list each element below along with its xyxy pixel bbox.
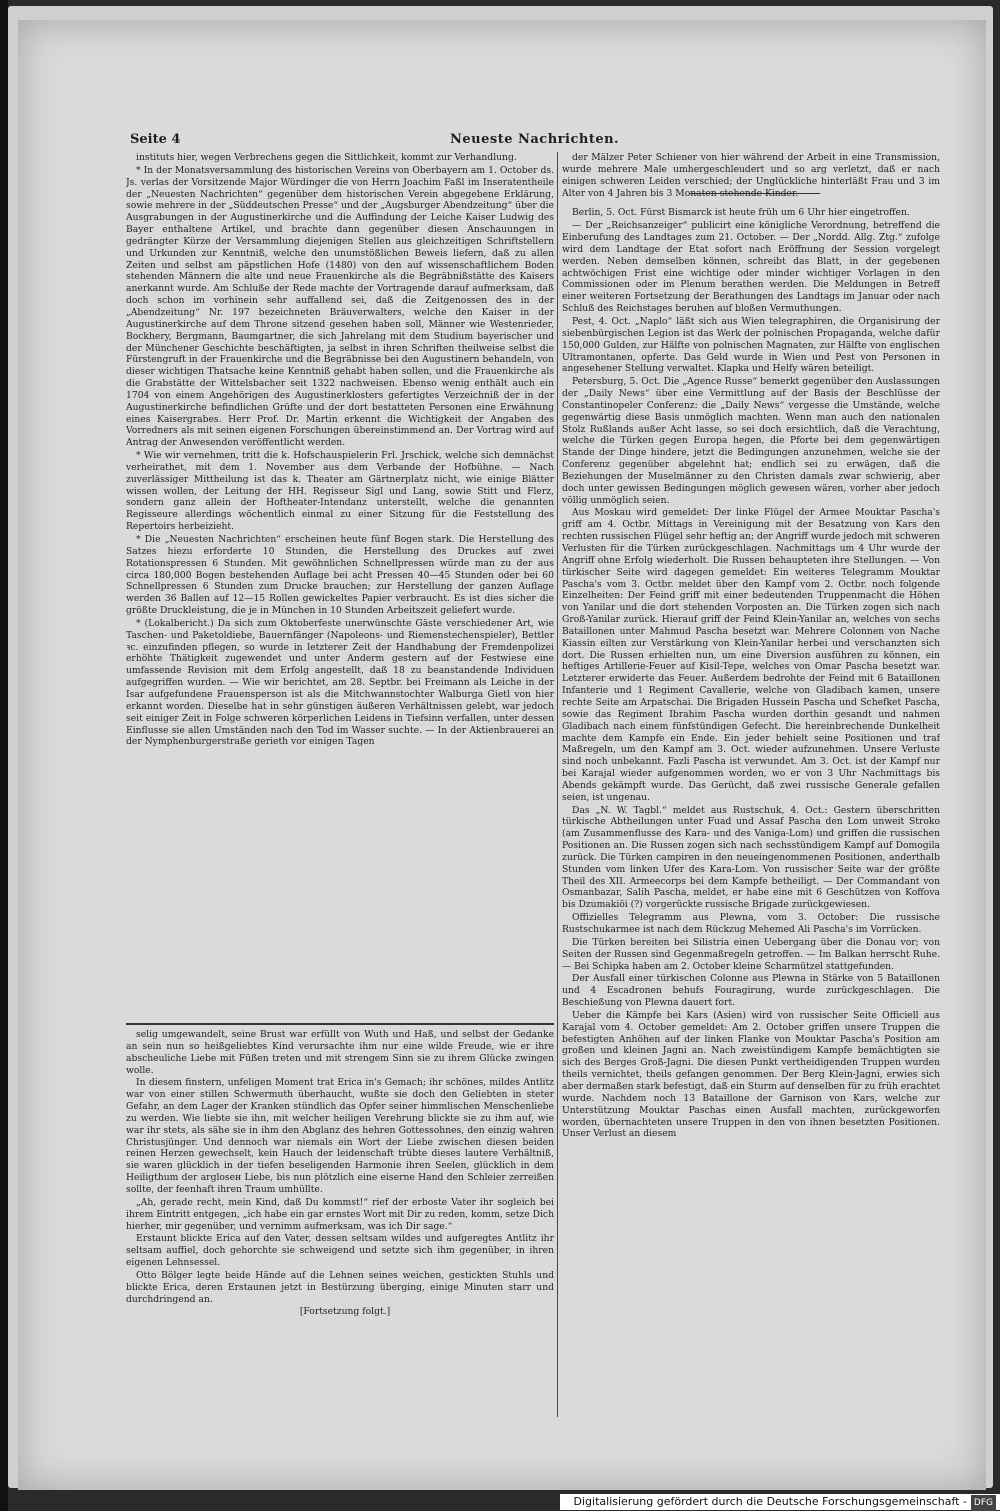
article-paragraph: Aus Moskau wird gemeldet: Der linke Flügel der Armee Mouktar Pascha's griff am 4. Octbr. Mittags in Vereinigung mit der Besatzung von Kars den rechten russischen Flügel sehr heftig an; der Angriff wurde jedoch mit schweren Verlusten für die Türken zurückgeschlagen. Nachmittags um 4 Uhr wurde der Angriff ohne Erfolg wiederholt. Die Russen behaupteten ihre Stellungen. — Von türkischer Seite wird dagegen gemeldet: Ein weiteres Telegramm Mouktar Pascha's vom 3. Octbr. meldet über den Kampf vom 2. Octbr. noch folgende Einzelheiten: Der Feind griff mit einer bedeutenden Truppenmacht die Höhen von Yanilar und die dort stehenden Vorposten an. Die Türken zogen sich nach Groß-Yanilar zurück. Hierauf griff der Feind Klein-Yanilar an, welches von sechs Bataillonen unter Mahmud Pascha besetzt war. Mehrere Colonnen von Nache Kiassin eilten zur Verstärkung von Klein-Yanilar herbei und verschanzten sich dort. Die Russen erhielten nun, um eine Diversion ausführen zu können, ein heftiges Artillerie-Feuer auf Kisil-Tepe, welches von Omar Pascha besetzt war. Letzterer erwiderte das Feuer. Außerdem bedrohte der Feind mit 6 Bataillonen Infanterie und 1 Regiment Cavallerie, welche von Gladibach kamen, unsere rechte Seite am Arpatschai. Die Brigaden Hussein Pascha und Schefket Pascha, sowie das Regiment Ibrahim Pascha wurden dorthin gesandt und nahmen Gladibach nach einem fünfstündigen Gefecht. Die hereinbrechende Dunkelheit machte dem Kampfe ein Ende. Ein jeder behielt seine Positionen und traf Maßregeln, um den Kampf am 3. Oct. wieder aufzunehmen. Unsere Verluste sind noch unbekannt. Fazli Pascha ist verwundet. Am 3. Oct. ist der Kampf nur bei Karajal wieder aufgenommen worden, wo er von 3 Uhr Nachmittags bis Abends gekämpft wurde. Das Gerücht, daß zwei russische Generale gefallen seien, ist ungenau. [562,507,940,803]
story-paragraph: selig umgewandelt, seine Brust war erfüllt von Wuth und Haß, und selbst der Gedanke an sein nun so heißgeliebtes Kind verursachte ihm nur eine wilde Freude, wie er ihre abscheuliche Liebe mit Füßen treten und mit strengem Sinn sie zu ihrem Glücke zwingen wolle. [126,1029,554,1076]
article-paragraph: Offizielles Telegramm aus Plewna, vom 3. October: Die russische Rustschukarmee ist nach dem Rückzug Mehemed Ali Pascha's im Vorrücken. [562,912,940,935]
article-paragraph: Berlin, 5. Oct. Fürst Bismarck ist heute früh um 6 Uhr hier eingetroffen. [572,207,910,219]
article-paragraph: * Wie wir vernehmen, tritt die k. Hofschauspielerin Frl. Jrschick, welche sich demnächst verheirathet, mit dem 1. November aus dem Verbande der Hofbühne. — Nach zuverlässiger Mittheilung ist das k. Theater am Gärtnerplatz nicht, wie einige Blätter wissen wollen, der Leitung der HH. Regisseur Sigl und Lang, sowie Stitt und Flerz, sondern ganz allein der Hoftheater-Intendanz unterstellt, welche die genannten Regisseure allerdings wöchentlich einmal zu einer Sitzung für die Feststellung des Repertoirs herbeizieht. [126,450,554,533]
story-paragraph: Otto Bölger legte beide Hände auf die Lehnen seines weichen, gestickten Stuhls und blickte Erica, deren Erstaunen jetzt in Bestürzung überging, einige Minuten starr und durchdringend an. [126,1269,554,1305]
left-column-feuilleton [126,1029,554,1411]
article-paragraph: * (Lokalbericht.) Da sich zum Oktoberfeste unerwünschte Gäste verschiedener Art, wie Taschen- und Paketoldiebe, Bauernfänger (Napoleons- und Riemenstechenspieler), Bettler ꝛc. einzufinden pflegen, so wurde in letzterer Zeit der Handhabung der Fremdenpolizei erhöhte Thätigkeit zugewendet und unter Anderm gestern auf der Festwiese eine umfassende Revision mit dem Erfolg angestellt, daß 18 zu beanstandende Individuen aufgegriffen wurden. — Wie wir berichtet, am 28. Septbr. bei Freimann als Leiche in der Isar aufgefundene Frauensperson ist als die Mitchwannstochter Walburga Gietl von hier erkannt worden. Dieselbe hat in sehr günstigen äußeren Verhältnissen gelebt, war jedoch seit einiger Zeit in Folge schweren körperlichen Leidens in Tiefsinn verfallen, unter dessen Einflusse sie allen Umständen nach den Tod im Wasser suchte. — In der Aktienbrauerei an der Nymphenburgerstraße gerieth vor einigen Tagen [126,617,554,748]
digitization-credit [560,1494,1000,1510]
column-divider [557,152,558,1417]
article-paragraph: instituts hier, wegen Verbrechens gegen die Sittlichkeit, kommt zur Verhandlung. [136,152,517,163]
right-column-news [562,152,940,1417]
article-paragraph: Das „N. W. Tagbl.“ meldet aus Rustschuk, 4. Oct.: Gestern überschritten türkische Abtheilungen unter Fuad und Assaf Pascha den Lom unweit Stroko (am Zusammenflusse des Kara- und des Vaniga-Lom) und griffen die russischen Positionen an. Die Russen zogen sich nach sechsstündigem Kampf auf Domogila zurück. Die Türken campiren in den neueingenommenen Positionen, anderthalb Stunden vom linken Ufer des Kara-Lom. Von russischer Seite war der größte Theil des XII. Armeecorps bei dem Kampfe betheiligt. — Der Commandant von Osmanbazar, Salih Pascha, meldet, er habe eine mit 6 Geschützen von Koffova bis Dzumakiöi (?) vorgerückte russische Brigade zurückgewiesen. [562,804,940,911]
article-paragraph: * In der Monatsversammlung des historischen Vereins von Oberbayern am 1. October ds. Js. verlas der Vorsitzende Major Würdinger die von Herrn Joachim Faßl im Inseratentheile der „Neuesten Nachrichten“ gegenüber dem historischen Verein abgegebene Erklärung, sowie mehrere in der „Süddeutschen Presse“ und der „Augsburger Abendzeitung“ über die Ausgrabungen in der Augustinerkirche und die Auffindung der Leiche Kaiser Ludwig des Bayer enthaltene Artikel, und brachte dann gegenüber diesen Anschauungen in gedrängter Kürze der Versammlung diejenigen Stellen aus gleichzeitigen Schriftstellern und Urkunden zur Kenntniß, welche den unumstößlichen Beweis liefern, daß zu allen Zeiten und selbst am päpstlichen Hofe (1480) von den auf wissenschaftlichem Boden stehenden Männern die alte und neue Frauenkirche als die Begräbnißstätte des Kaisers anerkannt wurde. Am Schluße der Rede machte der Vortragende darauf aufmerksam, daß doch schon im vorhinein sehr auffallend sei, daß die Zeitgenossen des in der „Abendzeitung“ Nr. 197 bezeichneten Bräuverwalters, welche den Kaiser in der Augustinerkirche auf dem Throne sitzend gesehen haben soll, Männer wie Westenrieder, Bockhery, Bergmann, Baumgartner, die sich Jahrelang mit dem Studium bayerischer und der Münchener Geschichte beschäftigten, ja selbst in ihren Schriften theilweise selbst die Fürstengruft in der Frauenkirche und die Begräbnisse bei den Augustinern behandeln, von dieser wichtigen Thatsache keine Kenntniß gehabt haben sollen, und die Frauenkirche als die Grabstätte der Wittelsbacher seit 1322 nachweisen. Ebenso wenig enthält auch ein 1704 von einem Angehörigen des Augustinerklosters gefertigtes Verzeichniß der in der Augustinerkirche befindlichen Grüfte und der dort bestatteten Personen eine Erwähnung eines Kaisergrabes. Herr Prof. Dr. Martin erkennt die Wichtigkeit der Angaben des Vorredners als mit seinen eigenen Forschungen übereinstimmend an. Der Vortrag wird auf Antrag der Anwesenden veröffentlicht werden. [126,164,554,449]
dfg-logo: DFG [971,1495,996,1511]
left-column-news [126,152,554,1022]
story-paragraph: In diesem finstern, unfeligen Moment trat Erica in's Gemach; ihr schönes, mildes Antlitz war von einer stillen Schwermuth überhaucht, wußte sie doch den Geliebten in steter Gefahr, an dem Lager der Kranken stündlich das Opfer seiner himmlischen Menschenliebe zu werden. Wie liebte sie ihn, mit welcher heiligen Verehrung blickte sie zu ihm auf, wie war ihr stets, als sähe sie in ihm den Abglanz des hehren Gottessohnes, den einzig wahren Christusjünger. Und dennoch war niemals ein Wort der Liebe zwischen diesen beiden reinen Herzen gewechselt, kein Hauch der leidenschaft trübte dieses lautere Verhältniß, sie waren glücklich in der tiefen beseligenden Harmonie ihren Seelen, glücklich in dem Heiligthum der argloseн Liebe, bis nun plötzlich eine eiserne Hand den Schleier zerreißen sollte, der feenhaft ihren Traum umhüllte. [126,1077,554,1195]
scan-background-edge [0,0,8,1511]
page-header [130,132,730,154]
feuilleton-divider [126,1023,554,1025]
running-title: Neueste Nachrichten. [450,132,620,147]
article-paragraph: Der Ausfall einer türkischen Colonne aus Plewna in Stärke von 5 Bataillonen und 4 Escadronen behufs Fouragirung, wurde zurückgeschlagen. Die Beschießung von Plewna dauert fort. [562,973,940,1009]
newspaper-page [18,20,986,1490]
article-paragraph: Ueber die Kämpfe bei Kars (Asien) wird von russischer Seite Officiell aus Karajal vom 4. October gemeldet: Am 2. October griffen unsere Truppen die befestigten Anhöhen auf der linken Flanke von Mouktar Pascha's Position am großen und kleinen Jagni an. Nach zweistündigem Kampfe bemächtigten sie sich des Berges Groß-Jagni. Die diesen Punkt vertheidigenden Truppen wurden theils vernichtet, theils gefangen genommen. Der Berg Klein-Jagni, erwies sich aber dermaßen stark befestigt, daß ein Sturm auf denselben für zu früh erachtet wurde. Nachdem noch 13 Bataillone der Garnison von Kars, welche zur Unterstützung Mouktar Paschas einen Ausfall machten, zurückgeworfen worden, übernachteten unsere Truppen in den von ihnen besetzten Positionen. Unser Verlust an diesem [562,1009,940,1140]
credit-text: Digitalisierung gefördert durch die Deutsche Forschungsgemeinschaft - [573,1495,967,1508]
article-paragraph: * Die „Neuesten Nachrichten“ erscheinen heute fünf Bogen stark. Die Herstellung des Satzes hiezu erforderte 10 Stunden, die Herstellung des Druckes auf zwei Rotationspressen 6 Stunden. Mit gewöhnlichen Schnellpressen würde man zu der aus circa 180,000 Bogen bestehenden Auflage bei acht Pressen 40—45 Stunden oder bei 60 Schnellpressen 6 Stunden zum Drucke brauchen; zur Herstellung der ganzen Auflage werden 36 Ballen auf 12—15 Rollen gewickeltes Papier verbraucht. Es ist dies sicher die größte Druckleistung, die je in München in 10 Stunden Arbeitszeit geliefert wurde. [126,534,554,617]
article-paragraph: der Mälzer Peter Schiener von hier während der Arbeit in eine Transmission, wurde mehrere Male umhergeschleudert und so arg verletzt, daß er nach einigen schweren Leiden verschied; der Unglückliche hinterläßt Frau und 3 im Alter von 4 Jahren bis 3 Monaten stehende Kinder. [562,152,940,199]
story-paragraph: Erstaunt blickte Erica auf den Vater, dessen seltsam wildes und aufgeregtes Antlitz ihr seltsam auffiel, doch gehorchte sie schweigend und setzte sich ihm gegenüber, in ihren eigenen Lehnsessel. [126,1233,554,1269]
article-paragraph: Pest, 4. Oct. „Naplo“ läßt sich aus Wien telegraphiren, die Organisirung der siebenbürgischen Legion ist das Werk der polnischen Propaganda, welche dafür 150,000 Gulden, zur Hälfte von polnischen Magnaten, zur Hälfte von englischen Ultramontanen, opferte. Das Geld wurde in Wien und Pest von Personen in angesehener Stellung verwaltet. Klapka und Helfy wären beteiligt. [562,315,940,375]
continuation-note: [Fortsetzung folgt.] [299,1306,391,1318]
article-paragraph: Petersburg, 5. Oct. Die „Agence Russe“ bemerkt gegenüber den Auslassungen der „Daily News“ über eine Vermittlung auf der Basis der Beschlüsse der Constantinopeler Conferenz: die „Daily News“ vergesse die Umstände, welche gegenwärtig diese Basis unmöglich machten. Wenn man auch den nationalen Stolz Rußlands außer Acht lasse, so sei doch ersichtlich, daß die Verachtung, welche die Türken gegen Europa hegen, die Pforte bei dem gegenwärtigen Stande der Dinge hindere, jetzt die Bedingungen anzunehmen, welche sie der Conferenz gegenüber abgelehnt hat; endlich sei zu erwägen, daß die Beziehungen der Muselmänner zu den Christen damals zwar schwierig, aber doch unter gewissen Bedingungen möglich gewesen wären, vorher aber jedoch völlig unmöglich seien. [562,376,940,506]
page-number: Seite 4 [130,132,181,147]
article-paragraph: — Der „Reichsanzeiger“ publicirt eine königliche Verordnung, betreffend die Einberufung des Landtages zum 21. October. — Der „Nordd. Allg. Ztg.“ zufolge wird dem Landtage der Etat sofort nach Eröffnung der Session vorgelegt werden. Neben demselben können, schreibt das Blatt, in der gegebenen achtwöchigen Frist eine wichtige oder minder wichtiger Vorlagen in den Commissionen oder im Plenum berathen werden. Die Meldungen in Betreff einer weiteren Fortsetzung der Berathungen des Landtags im Januar oder nach Schluß des Reichstages beruhen auf bloßen Vermuthungen. [562,220,940,315]
story-paragraph: „Ah, gerade recht, mein Kind, daß Du kommst!“ rief der erboste Vater ihr sogleich bei ihrem Eintritt entgegen, „ich habe ein gar ernstes Wort mit Dir zu reden, komm, setze Dich hierher, mir gegenüber, und vernimm aufmerksam, was ich Dir sage.“ [126,1196,554,1232]
article-paragraph: Die Türken bereiten bei Silistria einen Uebergang über die Donau vor; von Seiten der Russen sind Gegenmaßregeln getroffen. — Im Balkan herrscht Ruhe. — Bei Schipka haben am 2. October kleine Scharmützel stattgefunden. [562,936,940,972]
